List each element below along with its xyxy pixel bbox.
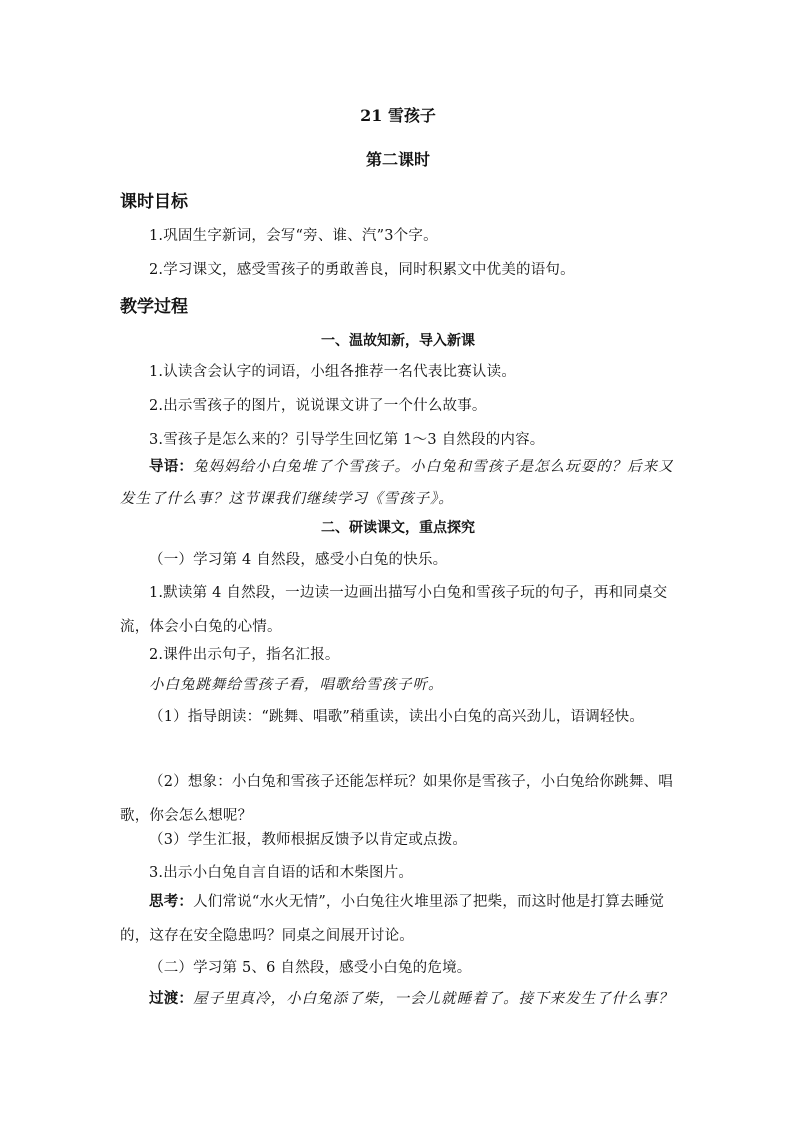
guide-label: 导语：: [149, 458, 194, 475]
think-text: 人们常说“水火无情”，小白兔往火堆里添了把柴，而这时他是打算去睡觉的，这存在安全隐患吗？同桌之间展开讨论。: [120, 894, 665, 944]
transition-text: 屋子里真冷，小白兔添了柴，一会儿就睡着了。接下来发生了什么事？: [193, 991, 674, 1007]
part2-heading: 二、研读课文，重点探究: [321, 520, 475, 536]
lesson-title: 21 雪孩子: [360, 106, 436, 125]
list-item: 1.认读含会认字的词语，小组各推荐一名代表比赛认读。: [149, 364, 517, 380]
section-process: 教学过程: [120, 297, 188, 317]
step-item: （3）学生汇报，教师根据反馈予以肯定或点拨。: [149, 832, 468, 848]
list-item: 3.出示小白兔自言自语的话和木柴图片。: [149, 865, 414, 881]
objective-item: 2.学习课文，感受雪孩子的勇敢善良，同时积累文中优美的语句。: [149, 262, 575, 278]
guide-text: 兔妈妈给小白兔堆了个雪孩子。小白兔和雪孩子是怎么玩耍的？后来又发生了什么事？这节课我们继续学习《雪孩子》。: [120, 459, 674, 507]
quote-sentence: 小白兔跳舞给雪孩子看，唱歌给雪孩子听。: [149, 677, 444, 693]
list-item: 2.课件出示句子，指名汇报。: [149, 647, 340, 663]
list-item: 2.出示雪孩子的图片，说说课文讲了一个什么故事。: [149, 398, 487, 414]
think-paragraph: [120, 885, 676, 953]
transition-label: 过渡：: [149, 990, 194, 1007]
step-item: （2）想象：小白兔和雪孩子还能怎样玩？如果你是雪孩子，小白兔给你跳舞、唱歌，你会怎么想呢？: [120, 774, 673, 824]
list-item: 1.默读第 4 自然段，一边读一边画出描写小白兔和雪孩子玩的句子，再和同桌交流，体会小白兔的心情。: [120, 585, 668, 635]
objective-item: 1.巩固生字新词，会写“旁、谁、汽”3个字。: [149, 228, 438, 244]
list-item: 3.雪孩子是怎么来的？引导学生回忆第 1～3 自然段的内容。: [149, 432, 545, 448]
section-objectives: 课时目标: [120, 192, 188, 212]
subsection-1: （一）学习第 4 自然段，感受小白兔的快乐。: [149, 552, 448, 568]
period-title: 第二课时: [365, 150, 430, 169]
guide-paragraph: [120, 451, 676, 515]
part1-heading: 一、温故知新，导入新课: [321, 333, 475, 349]
step-item: （1）指导朗读：“跳舞、唱歌”稍重读，读出小白兔的高兴劲儿，语调轻快。: [149, 709, 645, 725]
transition-paragraph: [120, 982, 676, 1016]
subsection-2: （二）学习第 5、6 自然段，感受小白兔的危境。: [149, 960, 472, 976]
think-label: 思考：: [149, 893, 194, 910]
